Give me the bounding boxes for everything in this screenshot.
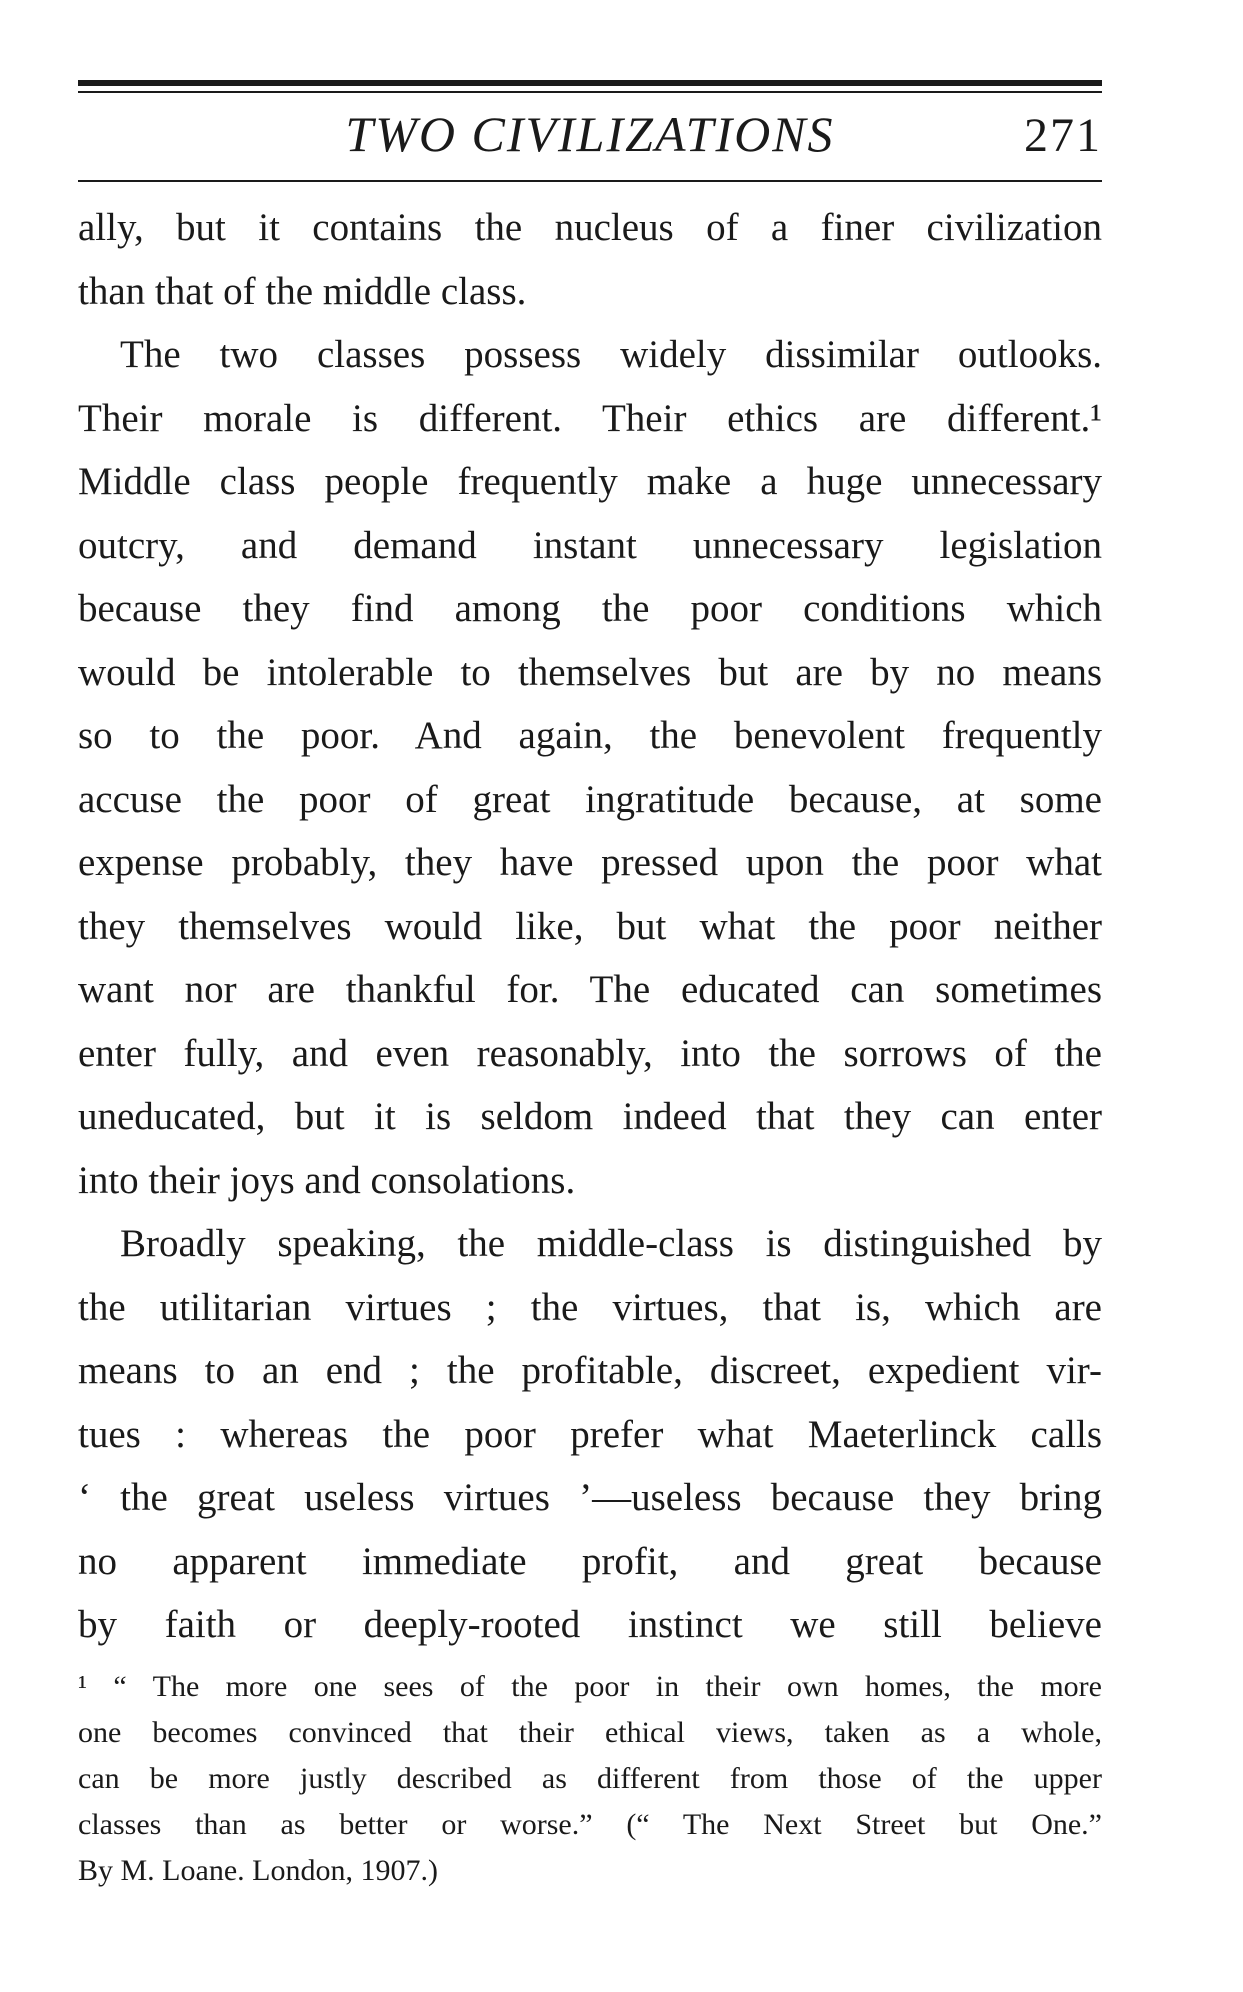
- body-line: ally, but it contains the nucleus of a finer civilization: [78, 206, 1102, 249]
- footnote-line: can be more justly described as different from those of the upper: [78, 1762, 1102, 1795]
- body-line: accuse the poor of great ingratitude because, at some: [78, 777, 1102, 821]
- body-line: uneducated, but it is seldom indeed that they can enter: [78, 1095, 1102, 1138]
- body-line: tues : whereas the poor prefer what Maeterlinck calls: [78, 1412, 1102, 1456]
- footnote: [78, 1664, 1102, 1894]
- body-line: the utilitarian virtues ; the virtues, that is, which are: [78, 1285, 1102, 1329]
- body-line: Their morale is different. Their ethics are different.¹: [78, 396, 1102, 440]
- body-line: so to the poor. And again, the benevolent frequently: [78, 714, 1102, 757]
- body-line: means to an end ; the profitable, discreet, expedient vir-: [78, 1349, 1102, 1392]
- header-rule-thin: [78, 91, 1102, 93]
- body-line: The two classes possess widely dissimilar outlooks.: [120, 333, 1102, 376]
- footnote-line: By M. Loane. London, 1907.): [78, 1854, 438, 1887]
- body-line: than that of the middle class.: [78, 269, 527, 313]
- body-line: into their joys and consolations.: [78, 1158, 576, 1202]
- footnote-line: ¹ “ The more one sees of the poor in their own homes, the more: [78, 1670, 1102, 1703]
- header-rule-bottom: [78, 180, 1102, 182]
- body-line: by faith or deeply-rooted instinct we still believe: [78, 1603, 1102, 1646]
- body-line: Middle class people frequently make a huge unnecessary: [78, 460, 1102, 503]
- body-text: [78, 196, 1102, 1657]
- body-line: no apparent immediate profit, and great because: [78, 1539, 1102, 1583]
- footnote-line: one becomes convinced that their ethical views, taken as a whole,: [78, 1716, 1102, 1749]
- body-line: expense probably, they have pressed upon the poor what: [78, 841, 1102, 884]
- page-number: 271: [1024, 109, 1102, 162]
- body-line: want nor are thankful for. The educated can sometimes: [78, 968, 1102, 1011]
- body-line: ‘ the great useless virtues ’—useless because they bring: [78, 1476, 1102, 1519]
- body-line: because they find among the poor conditions which: [78, 587, 1102, 630]
- running-head: [78, 104, 1102, 174]
- body-line: would be intolerable to themselves but are by no means: [78, 650, 1102, 694]
- running-title: TWO CIVILIZATIONS: [345, 106, 835, 162]
- body-line: enter fully, and even reasonably, into the sorrows of the: [78, 1031, 1102, 1075]
- body-line: outcry, and demand instant unnecessary legislation: [78, 523, 1102, 567]
- body-line: they themselves would like, but what the poor neither: [78, 904, 1102, 948]
- body-line: Broadly speaking, the middle-class is distinguished by: [120, 1222, 1102, 1265]
- header-rule-thick: [78, 80, 1102, 86]
- footnote-line: classes than as better or worse.” (“ The Next Street but One.”: [78, 1808, 1102, 1841]
